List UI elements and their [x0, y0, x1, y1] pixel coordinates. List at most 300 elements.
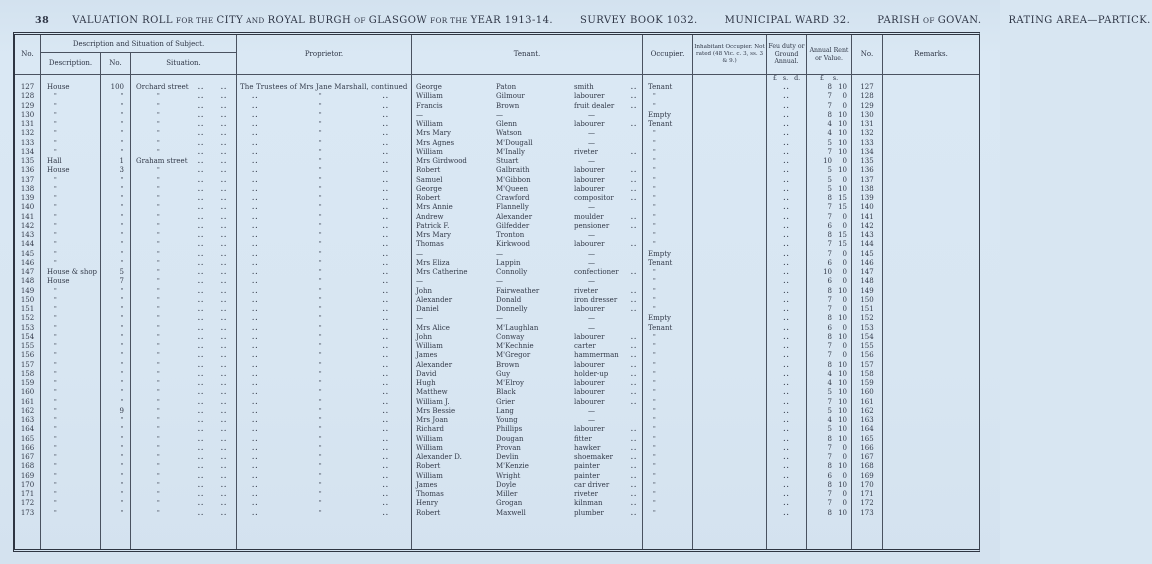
- tenant-occupation: —: [588, 258, 595, 267]
- cell-remarks: [883, 222, 979, 231]
- ditto-mark: ": [318, 343, 323, 350]
- dot-leader: ..: [197, 342, 205, 350]
- rent-shillings: 10: [838, 110, 847, 119]
- situation-text: ": [157, 185, 161, 193]
- dot-leader: ..: [197, 508, 205, 517]
- cell-inhabitant-occupier: [693, 250, 767, 259]
- situation-text: ": [157, 343, 161, 350]
- cell-feu-duty: ..: [767, 157, 807, 166]
- cell-no-left: 152: [15, 314, 41, 323]
- cell-occupier: ": [643, 194, 693, 203]
- cell-no-right: 147: [852, 268, 883, 277]
- cell-feu-duty: ..: [767, 361, 807, 370]
- cell-annual-rent: [807, 388, 852, 397]
- situation-text: ": [157, 398, 161, 406]
- dot-leader: ..: [252, 406, 259, 415]
- cell-feu-duty: ..: [767, 425, 807, 434]
- cell-no-right: 138: [852, 185, 883, 194]
- ditto-mark: ": [318, 491, 323, 498]
- cell-proprietor: [237, 139, 412, 148]
- cell-feu-duty: ..: [767, 102, 807, 111]
- cell-situation: [131, 120, 237, 129]
- cell-situation: [131, 361, 237, 370]
- cell-inhabitant-occupier: [693, 379, 767, 388]
- cell-proprietor: [237, 444, 412, 453]
- dot-leader: ..: [220, 240, 228, 249]
- ditto-mark: ": [318, 500, 323, 508]
- cell-situation: [131, 388, 237, 397]
- table-row: [15, 259, 979, 268]
- dot-leader: ..: [252, 462, 259, 471]
- dot-leader: ..: [220, 499, 228, 508]
- cell-no-left: 155: [15, 342, 41, 351]
- ditto-mark: ": [318, 176, 323, 184]
- cell-situation: [131, 296, 237, 305]
- cell-tenant: [412, 444, 643, 453]
- rent-shillings: 0: [842, 221, 847, 230]
- dot-leader: ..: [197, 92, 205, 101]
- cell-no-left: 166: [15, 444, 41, 453]
- tenant-occupation: hawker: [574, 443, 601, 452]
- tenant-first-name: —: [416, 110, 423, 119]
- title-segment: AND: [246, 16, 265, 25]
- cell-no-left: 171: [15, 490, 41, 499]
- header-occupier: Occupier.: [643, 35, 693, 74]
- dot-leader: ..: [220, 416, 228, 424]
- dot-leader: ..: [197, 416, 205, 424]
- situation-text: ": [157, 232, 161, 239]
- cell-street-no: 7: [101, 277, 131, 286]
- cell-tenant: [412, 361, 643, 370]
- cell-remarks: [883, 361, 979, 370]
- cell-occupier: ": [643, 305, 693, 314]
- dot-leader: [626, 314, 642, 323]
- table-row: [15, 407, 979, 416]
- cell-no-left: 141: [15, 213, 41, 222]
- cell-feu-duty: ..: [767, 166, 807, 175]
- rent-shillings: 10: [838, 397, 847, 406]
- ditto-mark: ": [318, 306, 323, 313]
- dot-leader: ..: [252, 388, 259, 397]
- cell-no-right: 165: [852, 435, 883, 444]
- tenant-surname: —: [496, 314, 503, 323]
- dot-leader: ..: [197, 268, 205, 276]
- tenant-first-name: Mrs Catherine: [416, 268, 468, 276]
- table-row: [15, 287, 979, 296]
- cell-situation: [131, 148, 237, 157]
- cell-street-no: ": [101, 499, 131, 508]
- filler-cell: [883, 518, 979, 549]
- cell-street-no: ": [101, 416, 131, 425]
- situation-text: ": [157, 472, 161, 480]
- cell-street-no: ": [101, 231, 131, 240]
- table-row: [15, 462, 979, 471]
- cell-street-no: ": [101, 185, 131, 194]
- dot-leader: ..: [220, 314, 228, 323]
- dot-leader: ..: [197, 166, 205, 175]
- cell-no-left: 137: [15, 176, 41, 185]
- tenant-surname: M'Kechnie: [496, 342, 534, 350]
- tenant-first-name: Mrs Eliza: [416, 258, 450, 267]
- tenant-first-name: Mrs Alice: [416, 323, 450, 332]
- tenant-surname: Gilfedder: [496, 221, 530, 230]
- tenant-occupation: fruit dealer: [574, 101, 615, 110]
- cell-situation: [131, 462, 237, 471]
- cell-inhabitant-occupier: [693, 472, 767, 481]
- dot-leader: ..: [252, 443, 259, 452]
- dot-leader: ..: [220, 425, 228, 434]
- cell-annual-rent: [807, 490, 852, 499]
- cell-remarks: [883, 379, 979, 388]
- cell-no-right: 152: [852, 314, 883, 323]
- cell-remarks: [883, 296, 979, 305]
- cell-proprietor: [237, 333, 412, 342]
- cell-feu-duty: ..: [767, 509, 807, 518]
- cell-tenant: [412, 277, 643, 286]
- cell-situation: [131, 444, 237, 453]
- rent-pounds: 5: [827, 166, 832, 175]
- cell-street-no: 100: [101, 83, 131, 92]
- cell-occupier: ": [643, 361, 693, 370]
- cell-description: ": [41, 324, 101, 333]
- dot-leader: ..: [220, 212, 228, 221]
- rent-shillings: 0: [842, 453, 847, 461]
- dot-leader: ..: [197, 175, 205, 184]
- cell-street-no: ": [101, 120, 131, 129]
- ditto-mark: ": [318, 167, 323, 175]
- ditto-mark: ": [318, 121, 323, 128]
- cell-description: ": [41, 416, 101, 425]
- dot-leader: ..: [630, 480, 638, 489]
- cell-feu-duty: ..: [767, 268, 807, 277]
- cell-occupier: ": [643, 176, 693, 185]
- dot-leader: ..: [252, 129, 259, 138]
- cell-annual-rent: [807, 481, 852, 490]
- cell-no-left: 159: [15, 379, 41, 388]
- dot-leader: ..: [630, 379, 638, 387]
- municipal-ward-label: [724, 8, 852, 27]
- cell-annual-rent: [807, 250, 852, 259]
- dot-leader: ..: [220, 258, 228, 267]
- cell-no-right: 129: [852, 102, 883, 111]
- tenant-surname: Glenn: [496, 120, 517, 128]
- dot-leader: ..: [197, 138, 205, 147]
- tenant-surname: Stuart: [496, 157, 519, 165]
- rent-pounds: 8: [827, 314, 832, 323]
- tenant-surname: Watson: [496, 129, 522, 138]
- cell-feu-duty: ..: [767, 194, 807, 203]
- tenant-occupation: labourer: [574, 379, 605, 387]
- rent-pounds: 5: [827, 425, 832, 434]
- dot-leader: ..: [382, 323, 389, 332]
- situation-text: ": [157, 93, 161, 101]
- rent-pounds: 7: [827, 203, 832, 212]
- cell-inhabitant-occupier: [693, 499, 767, 508]
- tenant-surname: Fairweather: [496, 286, 540, 295]
- cell-annual-rent: [807, 462, 852, 471]
- cell-description: ": [41, 259, 101, 268]
- situation-text: ": [157, 204, 161, 212]
- dot-leader: ..: [197, 258, 205, 267]
- cell-street-no: ": [101, 435, 131, 444]
- dot-leader: ..: [197, 305, 205, 313]
- dot-leader: ..: [220, 166, 228, 175]
- dot-leader: ..: [197, 240, 205, 249]
- cell-tenant: [412, 398, 643, 407]
- tenant-surname: Brown: [496, 360, 520, 369]
- dot-leader: ..: [252, 453, 259, 461]
- cell-no-right: 137: [852, 176, 883, 185]
- situation-text: ": [157, 352, 161, 360]
- cell-remarks: [883, 425, 979, 434]
- cell-description: ": [41, 176, 101, 185]
- tenant-first-name: Alexander D.: [416, 453, 462, 461]
- tenant-occupation: shoemaker: [574, 453, 613, 461]
- cell-no-right: 127: [852, 83, 883, 92]
- dot-leader: ..: [252, 332, 259, 341]
- dot-leader: ..: [630, 184, 638, 193]
- cell-occupier: Tenant: [643, 83, 693, 92]
- tenant-surname: Dougan: [496, 434, 524, 443]
- rent-pounds: 8: [827, 462, 832, 471]
- ditto-mark: ": [318, 509, 323, 517]
- filler-cell: [767, 518, 807, 549]
- tenant-occupation: —: [588, 277, 595, 286]
- cell-feu-duty: ..: [767, 379, 807, 388]
- dot-leader: ..: [382, 453, 389, 461]
- cell-annual-rent: [807, 148, 852, 157]
- tenant-occupation: —: [588, 314, 595, 323]
- cell-street-no: ": [101, 324, 131, 333]
- rent-shillings: 10: [838, 314, 847, 323]
- dot-leader: ..: [630, 332, 638, 341]
- cell-tenant: [412, 462, 643, 471]
- situation-text: ": [157, 500, 161, 508]
- cell-situation: [131, 287, 237, 296]
- ditto-mark: ": [318, 204, 323, 212]
- dot-leader: ..: [197, 332, 205, 341]
- dot-leader: ..: [252, 360, 259, 369]
- cell-remarks: [883, 324, 979, 333]
- dot-leader: ..: [197, 406, 205, 415]
- tenant-first-name: —: [416, 277, 423, 286]
- situation-text: ": [157, 361, 161, 369]
- tenant-first-name: Samuel: [416, 175, 443, 184]
- cell-annual-rent: [807, 287, 852, 296]
- cell-proprietor: [237, 342, 412, 351]
- dot-leader: ..: [220, 471, 228, 480]
- cell-street-no: ": [101, 129, 131, 138]
- dot-leader: ..: [252, 379, 259, 387]
- dot-leader: ..: [252, 184, 259, 193]
- situation-text: ": [157, 444, 161, 452]
- cell-inhabitant-occupier: [693, 296, 767, 305]
- units-spacer: [643, 75, 693, 83]
- situation-text: ": [157, 269, 161, 276]
- tenant-surname: Maxwell: [496, 508, 526, 517]
- cell-occupier: ": [643, 240, 693, 249]
- dot-leader: ..: [252, 480, 259, 489]
- tenant-surname: —: [496, 110, 503, 119]
- cell-feu-duty: ..: [767, 342, 807, 351]
- header-description-group-title: Description and Situation of Subject.: [41, 35, 236, 53]
- table-row: [15, 213, 979, 222]
- rating-area-label: [1007, 8, 1151, 27]
- dot-leader: ..: [197, 499, 205, 508]
- cell-description: House: [41, 277, 101, 286]
- cell-annual-rent: [807, 213, 852, 222]
- tenant-occupation: pensioner: [574, 221, 610, 230]
- dot-leader: ..: [220, 110, 228, 119]
- cell-street-no: 1: [101, 157, 131, 166]
- dot-leader: ..: [630, 175, 638, 184]
- rent-shillings: 10: [838, 508, 847, 517]
- cell-inhabitant-occupier: [693, 92, 767, 101]
- cell-occupier: ": [643, 296, 693, 305]
- situation-text: Orchard street: [136, 83, 189, 91]
- cell-tenant: [412, 259, 643, 268]
- cell-description: Hall: [41, 157, 101, 166]
- cell-no-right: 134: [852, 148, 883, 157]
- ditto-mark: ": [318, 259, 323, 267]
- situation-text: ": [157, 380, 161, 387]
- table-row: [15, 166, 979, 175]
- dot-leader: ..: [630, 351, 638, 360]
- dot-leader: ..: [197, 184, 205, 193]
- dot-leader: ..: [220, 305, 228, 313]
- dot-leader: ..: [252, 157, 259, 165]
- cell-inhabitant-occupier: [693, 444, 767, 453]
- table-row: [15, 472, 979, 481]
- rent-shillings: 10: [838, 425, 847, 434]
- cell-tenant: [412, 499, 643, 508]
- rent-shillings: 0: [842, 212, 847, 221]
- cell-no-right: 168: [852, 462, 883, 471]
- cell-no-right: 163: [852, 416, 883, 425]
- cell-street-no: ": [101, 240, 131, 249]
- cell-situation: [131, 259, 237, 268]
- cell-description: ": [41, 111, 101, 120]
- cell-annual-rent: [807, 351, 852, 360]
- dot-leader: ..: [220, 351, 228, 360]
- cell-annual-rent: [807, 472, 852, 481]
- cell-remarks: [883, 388, 979, 397]
- rent-shillings: 10: [838, 416, 847, 424]
- cell-tenant: [412, 213, 643, 222]
- cell-description: ": [41, 213, 101, 222]
- cell-street-no: ": [101, 203, 131, 212]
- tenant-occupation: hammerman: [574, 351, 619, 360]
- cell-tenant: [412, 379, 643, 388]
- dot-leader: ..: [382, 490, 389, 498]
- rent-shillings: 0: [842, 490, 847, 498]
- tenant-surname: —: [496, 249, 503, 258]
- dot-leader: ..: [382, 406, 389, 415]
- situation-text: ": [157, 195, 161, 202]
- cell-situation: [131, 139, 237, 148]
- cell-annual-rent: [807, 120, 852, 129]
- ditto-mark: ": [318, 407, 323, 415]
- dot-leader: ..: [382, 462, 389, 471]
- dot-leader: ..: [382, 314, 389, 323]
- cell-no-left: 147: [15, 268, 41, 277]
- tenant-surname: Alexander: [496, 212, 533, 221]
- cell-situation: [131, 425, 237, 434]
- cell-occupier: ": [643, 444, 693, 453]
- cell-no-right: 144: [852, 240, 883, 249]
- cell-remarks: [883, 370, 979, 379]
- tenant-surname: Flannelly: [496, 203, 529, 212]
- filler-cell: [852, 518, 883, 549]
- cell-no-left: 172: [15, 499, 41, 508]
- ditto-mark: ": [318, 426, 323, 434]
- cell-annual-rent: [807, 129, 852, 138]
- situation-text: ": [157, 435, 161, 443]
- tenant-first-name: William: [416, 443, 443, 452]
- dot-leader: ..: [197, 462, 205, 471]
- table-row: [15, 148, 979, 157]
- cell-no-left: 169: [15, 472, 41, 481]
- cell-no-right: 153: [852, 324, 883, 333]
- rent-pounds: 5: [827, 184, 832, 193]
- cell-tenant: [412, 333, 643, 342]
- cell-remarks: [883, 509, 979, 518]
- table-row: [15, 268, 979, 277]
- header-description-subrow: [41, 53, 236, 74]
- dot-leader: ..: [252, 471, 259, 480]
- tenant-occupation: —: [588, 129, 595, 138]
- cell-annual-rent: [807, 453, 852, 462]
- tenant-surname: Donnelly: [496, 305, 528, 313]
- tenant-first-name: Mrs Girdwood: [416, 157, 467, 165]
- rent-shillings: 0: [842, 92, 847, 101]
- dot-leader: ..: [630, 369, 638, 378]
- ditto-mark: ": [318, 213, 323, 221]
- units-row: [15, 75, 979, 83]
- ditto-mark: ": [318, 324, 323, 332]
- dot-leader: ..: [630, 508, 638, 517]
- cell-proprietor: [237, 388, 412, 397]
- cell-annual-rent: [807, 259, 852, 268]
- situation-text: ": [157, 287, 161, 295]
- cell-feu-duty: ..: [767, 176, 807, 185]
- cell-annual-rent: [807, 231, 852, 240]
- tenant-surname: Crawford: [496, 194, 530, 202]
- cell-inhabitant-occupier: [693, 416, 767, 425]
- tenant-first-name: Mrs Bessie: [416, 406, 456, 415]
- cell-feu-duty: ..: [767, 305, 807, 314]
- tenant-first-name: Richard: [416, 425, 444, 434]
- dot-leader: ..: [220, 434, 228, 443]
- cell-occupier: ": [643, 351, 693, 360]
- dot-leader: ..: [197, 490, 205, 498]
- cell-description: ": [41, 425, 101, 434]
- cell-proprietor: [237, 351, 412, 360]
- situation-text: ": [157, 324, 161, 332]
- cell-proprietor: [237, 314, 412, 323]
- cell-no-left: 134: [15, 148, 41, 157]
- cell-proprietor: [237, 194, 412, 203]
- cell-no-left: 160: [15, 388, 41, 397]
- cell-inhabitant-occupier: [693, 111, 767, 120]
- dot-leader: ..: [382, 305, 389, 313]
- cell-inhabitant-occupier: [693, 398, 767, 407]
- tenant-surname: Devlin: [496, 453, 519, 461]
- rent-pounds: 8: [827, 286, 832, 295]
- dot-leader: ..: [252, 314, 259, 323]
- rent-pounds: 8: [827, 508, 832, 517]
- dot-leader: ..: [220, 157, 228, 165]
